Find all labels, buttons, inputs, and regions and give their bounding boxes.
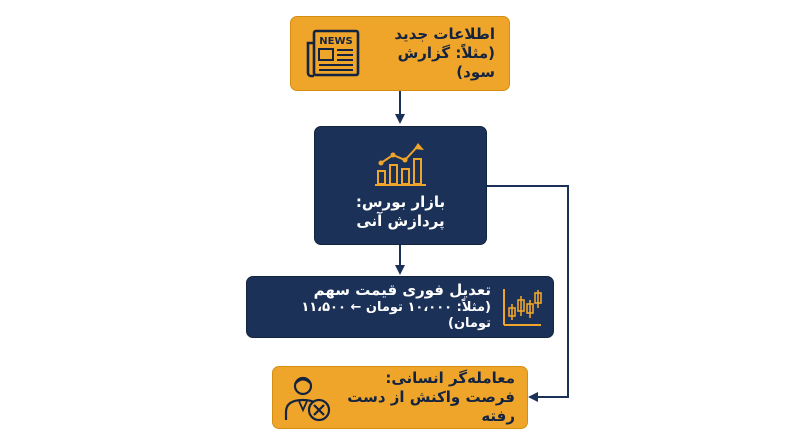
news-icon-label: NEWS [319,35,353,47]
newspaper-icon [305,29,361,79]
news-node [290,16,510,91]
trader-title: معامله‌گر انسانی: [385,369,515,388]
price-title: تعدیل فوری قیمت سهم [313,281,491,300]
news-title: اطلاعات جدید [394,25,495,44]
trader-cancel-icon [283,374,333,422]
market-subtitle: پردازش آنی [356,211,445,230]
growth-bar-chart-icon [374,141,428,187]
trader-node [272,366,528,429]
price-subtitle: (مثلاً: ۱۰،۰۰۰ تومان ← ۱۱،۵۰۰ تومان) [301,300,491,332]
news-subtitle: (مثلاً: گزارش سود) [397,44,495,81]
candlestick-chart-icon [501,286,543,328]
price-node [246,276,554,338]
market-node [314,126,487,245]
market-title: بازار بورس: [355,192,446,211]
trader-subtitle: فرصت واکنش از دست رفته [347,388,515,425]
